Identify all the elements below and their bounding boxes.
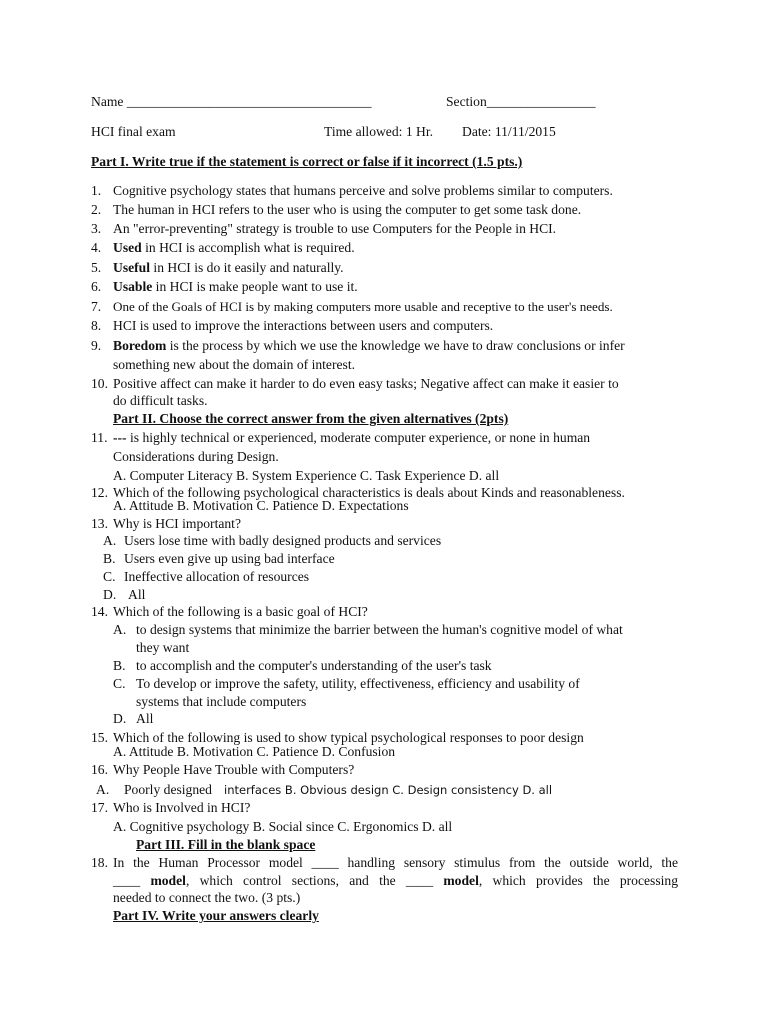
item-number: 3. bbox=[91, 221, 102, 236]
option-text: To develop or improve the safety, utility, effectiveness, efficiency and usability of bbox=[136, 676, 580, 691]
statement: is the process by which we use the knowledge we have to draw conclusions or infer bbox=[166, 338, 625, 353]
list-item-text: Cognitive psychology states that humans perceive and solve problems similar to computers. bbox=[113, 183, 613, 198]
item-number: 8. bbox=[91, 318, 102, 333]
item-number: 6. bbox=[91, 279, 102, 294]
blank-marker: --- bbox=[113, 430, 127, 445]
question-text bbox=[113, 430, 590, 446]
answer-options: A. Cognitive psychology B. Social since C. Ergonomics D. all bbox=[113, 819, 453, 834]
item-number: 12. bbox=[91, 485, 108, 500]
option-letter: A. bbox=[103, 533, 117, 548]
option-continuation: systems that include computers bbox=[136, 694, 307, 709]
answer-options: A. Attitude B. Motivation C. Patience D. Expectations bbox=[113, 498, 409, 513]
question-continuation: Considerations during Design. bbox=[113, 449, 279, 464]
item-number: 5. bbox=[91, 260, 102, 275]
list-item-text: One of the Goals of HCI is by making computers more usable and receptive to the user's needs. bbox=[113, 299, 613, 314]
option-letter: B. bbox=[113, 658, 126, 673]
question-text: Why People Have Trouble with Computers? bbox=[113, 762, 355, 777]
list-item-text bbox=[113, 240, 355, 256]
exam-date: Date: 11/11/2015 bbox=[462, 124, 556, 139]
question-text: Which of the following is used to show typical psychological responses to poor design bbox=[113, 730, 584, 745]
part3-title: Part III. Fill in the blank space bbox=[136, 837, 316, 852]
question-text: Why is HCI important? bbox=[113, 516, 241, 531]
statement: in HCI is do it easily and naturally. bbox=[150, 260, 344, 275]
option-letter: D. bbox=[103, 587, 117, 602]
answer-options: interfaces B. Obvious design C. Design consistency D. all bbox=[224, 783, 553, 797]
option-letter: A. bbox=[113, 622, 127, 637]
keyword: model bbox=[443, 873, 479, 888]
item-number: 16. bbox=[91, 762, 108, 777]
item-number: 11. bbox=[91, 430, 108, 445]
item-number: 4. bbox=[91, 240, 102, 255]
question-text: Which of the following is a basic goal of HCI? bbox=[113, 604, 368, 619]
option-letter: C. bbox=[113, 676, 126, 691]
item-number: 7. bbox=[91, 299, 102, 314]
list-item-text bbox=[113, 279, 358, 295]
question-text: Which of the following psychological characteristics is deals about Kinds and reasonableness. bbox=[113, 485, 625, 500]
option-text: Users lose time with badly designed products and services bbox=[124, 533, 442, 548]
part2-title: Part II. Choose the correct answer from the given alternatives (2pts) bbox=[113, 411, 509, 426]
list-item-text bbox=[113, 338, 625, 354]
part4-title: Part IV. Write your answers clearly bbox=[113, 908, 319, 923]
list-item-continuation: do difficult tasks. bbox=[113, 393, 208, 408]
option-letter: C. bbox=[103, 569, 116, 584]
statement: in HCI is make people want to use it. bbox=[152, 279, 358, 294]
option-letter: A. bbox=[96, 782, 110, 797]
question-text: In the Human Processor model ____ handling sensory stimulus from the outside world, the bbox=[113, 855, 678, 870]
statement: , which control sections, and the ____ bbox=[185, 873, 444, 888]
item-number: 2. bbox=[91, 202, 102, 217]
list-item-text bbox=[113, 260, 344, 276]
question-text: Who is Involved in HCI? bbox=[113, 800, 251, 815]
keyword: Usable bbox=[113, 279, 153, 294]
keyword: Useful bbox=[113, 260, 151, 275]
list-item-text: The human in HCI refers to the user who is using the computer to get some task done. bbox=[113, 202, 582, 217]
option-text: Ineffective allocation of resources bbox=[124, 569, 310, 584]
part1-title: Part I. Write true if the statement is correct or false if it incorrect (1.5 pts.) bbox=[91, 154, 523, 169]
section-field: Section________________ bbox=[446, 94, 596, 109]
statement: , which provides the processing bbox=[478, 873, 678, 888]
item-number: 9. bbox=[91, 338, 102, 353]
item-number: 10. bbox=[91, 376, 108, 391]
list-item-text: An "error-preventing" strategy is trouble to use Computers for the People in HCI. bbox=[113, 221, 557, 236]
option-letter: B. bbox=[103, 551, 116, 566]
course-title: HCI final exam bbox=[91, 124, 176, 139]
option-continuation: they want bbox=[136, 640, 190, 655]
blank: ____ bbox=[113, 873, 151, 888]
keyword: Boredom bbox=[113, 338, 167, 353]
item-number: 14. bbox=[91, 604, 108, 619]
option-text: All bbox=[136, 711, 154, 726]
keyword: Used bbox=[113, 240, 142, 255]
statement: in HCI is accomplish what is required. bbox=[141, 240, 355, 255]
name-field: Name ____________________________________ bbox=[91, 94, 372, 109]
option-text: to accomplish and the computer's understanding of the user's task bbox=[136, 658, 492, 673]
statement: is highly technical or experienced, moderate computer experience, or none in human bbox=[126, 430, 591, 445]
option-text: Users even give up using bad interface bbox=[124, 551, 335, 566]
list-item-continuation: something new about the domain of interest. bbox=[113, 357, 355, 372]
item-number: 1. bbox=[91, 183, 102, 198]
option-text: to design systems that minimize the barrier between the human's cognitive model of what bbox=[136, 622, 623, 637]
keyword: model bbox=[150, 873, 186, 888]
answer-options: A. Computer Literacy B. System Experience C. Task Experience D. all bbox=[113, 468, 500, 483]
list-item bbox=[91, 183, 101, 199]
option-text: All bbox=[128, 587, 146, 602]
question-continuation: needed to connect the two. (3 pts.) bbox=[113, 890, 301, 905]
option-letter: D. bbox=[113, 711, 127, 726]
item-number: 15. bbox=[91, 730, 108, 745]
item-number: 17. bbox=[91, 800, 108, 815]
list-item-text: HCI is used to improve the interactions between users and computers. bbox=[113, 318, 494, 333]
item-number: 18. bbox=[91, 855, 108, 870]
list-item-text: Positive affect can make it harder to do even easy tasks; Negative affect can make it easier to bbox=[113, 376, 619, 391]
answer-options: A. Attitude B. Motivation C. Patience D. Confusion bbox=[113, 744, 396, 759]
time-allowed: Time allowed: 1 Hr. bbox=[324, 124, 434, 139]
item-number: 13. bbox=[91, 516, 108, 531]
question-text-line2 bbox=[113, 873, 678, 889]
option-text: Poorly designed bbox=[124, 782, 212, 797]
